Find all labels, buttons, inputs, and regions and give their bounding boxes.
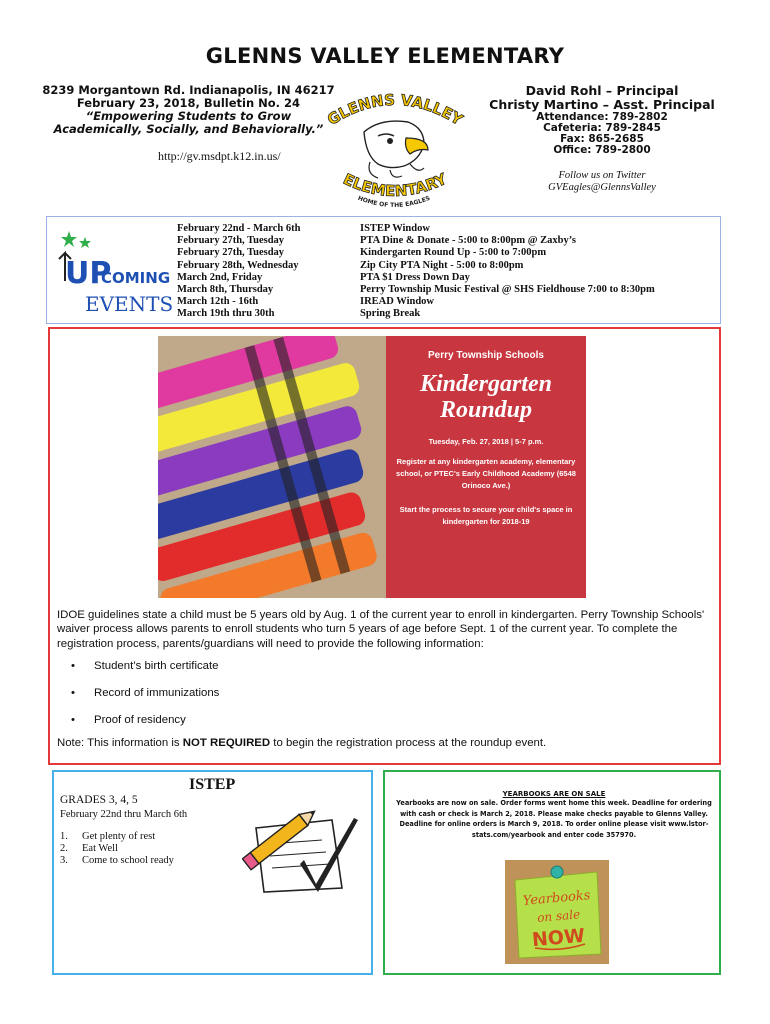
svg-text:ELEMENTARY (340, 169, 450, 200)
tip-text: Get plenty of rest (82, 831, 156, 842)
list-number: 2. (60, 843, 68, 854)
kindergarten-paragraph: IDOE guidelines state a child must be 5 years old by Aug. 1 of the current year to enroll in kindergarten. Perry Township Schools' waiver process allows parents to enroll students who turn 5 years of age before Sept. 1 of the current year. To complete the registration process, parents/guardians will need to provide the following information: (57, 609, 705, 650)
istep-body (60, 794, 187, 867)
note-prefix: Note: This information is (57, 737, 183, 750)
event-date: March 19th thru 30th (177, 308, 275, 320)
list-item (60, 855, 187, 867)
flyer-start: Start the process to secure your child's space in kindergarten for 2018-19 (399, 505, 573, 526)
contact-numbers (478, 112, 726, 156)
upcoming-events-box (46, 216, 721, 324)
event-description: ISTEP Window (360, 223, 430, 234)
twitter-label: Follow us on Twitter (558, 170, 646, 181)
event-descriptions-column (360, 223, 655, 321)
logo-tagline: HOME OF THE EAGLES (356, 194, 432, 210)
school-logo (320, 86, 468, 214)
address-line: 8239 Morgantown Rd. Indianapolis, IN 46217 (42, 83, 335, 97)
logo-bottom-text: ELEMENTARY (340, 169, 450, 201)
event-description: PTA $1 Dress Down Day (360, 271, 470, 283)
list-number: 3. (60, 855, 68, 866)
istep-tips-list (60, 831, 187, 867)
event-description: Zip City PTA Night - 5:00 to 8:00pm (360, 259, 524, 271)
istep-title: ISTEP (189, 776, 236, 793)
badge-up-text: UP (65, 256, 112, 291)
page-title: GLENNS VALLEY ELEMENTARY (205, 44, 565, 68)
note-line-1: Yearbooks (522, 888, 592, 909)
twitter-handle[interactable]: GVEagles@GlennsValley (548, 182, 656, 193)
event-description: Perry Township Music Festival @ SHS Fieldhouse 7:00 to 8:30pm (360, 284, 655, 296)
event-date: February 28th, Wednesday (177, 259, 299, 271)
star-icon (79, 237, 91, 248)
star-icon (61, 231, 77, 247)
flyer-register: Register at any kindergarten academy, elementary school, or PTEC's Early Childhood Academy (6548 Orinoco Ave.) (396, 457, 576, 490)
list-item: • Proof of residency (57, 713, 717, 740)
yearbook-section (383, 770, 721, 975)
pushpin-icon (551, 866, 563, 878)
event-dates-column (177, 223, 300, 321)
event-date: February 27th, Tuesday (177, 247, 285, 259)
tip-text: Eat Well (82, 843, 118, 854)
school-address (36, 84, 341, 136)
list-item: • Record of immunizations (57, 686, 717, 713)
event-date: March 2nd, Friday (177, 271, 263, 283)
flyer-date: Tuesday, Feb. 27, 2018 | 5-7 p.m. (428, 437, 544, 446)
list-number: 1. (60, 831, 68, 842)
event-date: March 8th, Thursday (177, 284, 274, 296)
istep-grades: GRADES 3, 4, 5 (60, 794, 138, 806)
eagle-icon (364, 121, 428, 178)
list-item: • Student’s birth certificate (57, 659, 717, 686)
twitter-block (478, 170, 726, 194)
istep-dates: February 22nd thru March 6th (60, 809, 188, 820)
tip-text: Come to school ready (82, 855, 174, 866)
kindergarten-flyer (158, 336, 586, 598)
event-description: IREAD Window (360, 296, 435, 308)
note-line-3: NOW (531, 924, 586, 952)
istep-section (52, 770, 373, 975)
yearbook-body: Yearbooks are now on sale. Order forms went home this week. Deadline for ordering with cash or check is March 2, 2018. Please make checks payable to Glenns Valley. Deadline for online orders is March 9, 2018. To order online please visit www.lstor-stats.com/yearbook and enter code 357970. (396, 799, 712, 839)
logo-top-text: GLENNS VALLEY (324, 90, 466, 130)
yearbook-sticky-note (505, 860, 609, 964)
bulletin-line: February 23, 2018, Bulletin No. 24 (76, 96, 301, 110)
note-suffix: to begin the registration process at the roundup event. (270, 737, 547, 750)
asst-principal-name: Christy Martino – Asst. Principal (489, 96, 715, 112)
flyer-headline: Kindergarten (419, 371, 553, 397)
yearbook-title: YEARBOOKS ARE ON SALE (502, 790, 606, 798)
office-phone: Office: 789-2800 (553, 144, 651, 156)
note-line-2: on sale (536, 907, 581, 925)
event-date: February 27th, Tuesday (177, 235, 285, 247)
badge-events-text: EVENTS (85, 292, 173, 316)
principal-name: David Rohl – Principal (525, 83, 679, 98)
fax-number: Fax: 865-2685 (560, 133, 644, 145)
pencil-checkmark-icon (242, 798, 364, 894)
flyer-org: Perry Township Schools (428, 350, 544, 361)
attendance-phone: Attendance: 789-2802 (536, 111, 668, 123)
event-date: February 22nd - March 6th (177, 223, 301, 234)
kindergarten-info (57, 608, 717, 751)
list-item (60, 831, 187, 843)
event-description: Kindergarten Round Up - 5:00 to 7:00pm (360, 247, 547, 259)
event-description: PTA Dine & Donate - 5:00 to 8:00pm @ Zaxby’s (360, 235, 576, 247)
upcoming-events-badge (55, 223, 173, 319)
note-emphasis: NOT REQUIRED (182, 737, 271, 750)
kindergarten-section (48, 327, 721, 765)
staff-block (478, 84, 726, 111)
badge-coming-text: COMING (101, 269, 171, 287)
school-website-link[interactable]: http://gv.msdpt.k12.in.us/ (158, 149, 281, 163)
cafeteria-phone: Cafeteria: 789-2845 (543, 122, 661, 134)
required-documents-list (57, 659, 717, 740)
flyer-headline-2: Roundup (439, 397, 533, 423)
list-item (60, 843, 187, 855)
event-date: March 12th - 16th (177, 296, 259, 308)
motto-line: “Empowering Students to Grow (85, 109, 292, 123)
motto-line: Academically, Socially, and Behaviorally.” (53, 122, 324, 136)
event-description: Spring Break (360, 308, 421, 320)
